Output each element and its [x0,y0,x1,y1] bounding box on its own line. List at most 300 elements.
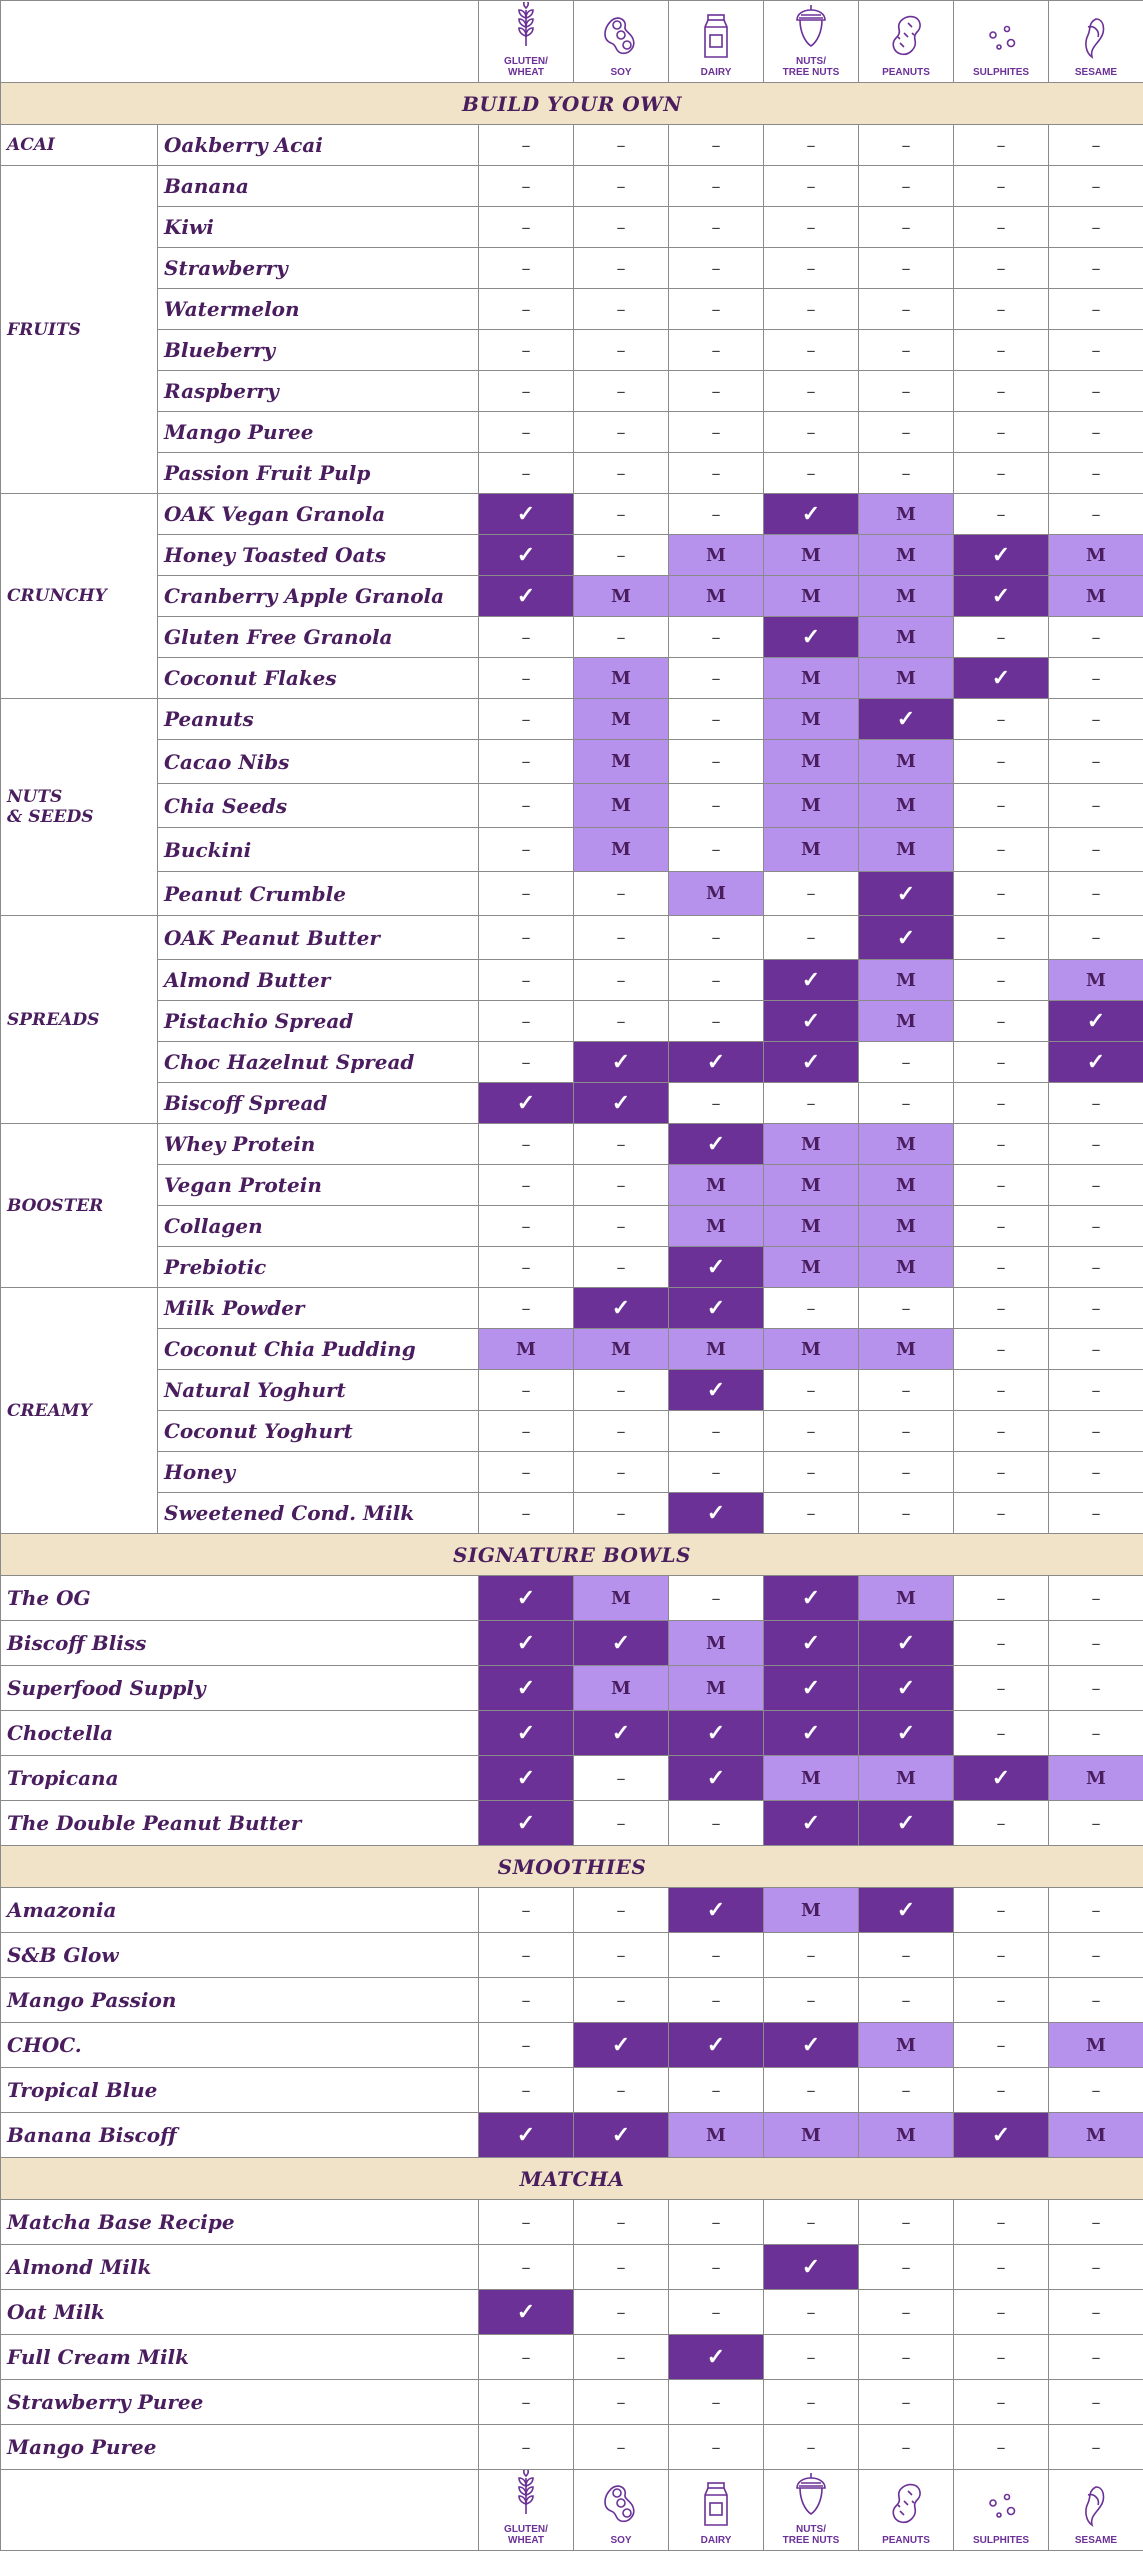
menu-item-name: Amazonia [1,1888,479,1933]
allergen-value-cell: – [669,1801,764,1846]
ingredient-name: Peanuts [158,699,479,740]
allergen-value-cell: M [764,1206,859,1247]
allergen-value-cell: – [1049,2245,1143,2290]
allergen-value-cell: M [574,740,669,784]
allergen-value-cell: – [954,2068,1049,2113]
allergen-value-cell: – [574,2290,669,2335]
allergen-value-cell: – [764,2068,859,2113]
allergen-value-cell: – [954,1666,1049,1711]
allergen-value-cell: M [764,1756,859,1801]
allergen-value-cell: M [669,2113,764,2158]
allergen-value-cell: – [859,2200,954,2245]
soybean-icon [601,13,641,63]
ingredient-name: Collagen [158,1206,479,1247]
ingredient-name: Peanut Crumble [158,872,479,916]
allergen-value-cell: ✓ [479,1621,574,1666]
ingredient-name: OAK Vegan Granola [158,494,479,535]
allergen-value-cell: – [1049,1370,1143,1411]
allergen-value-cell: – [479,125,574,166]
allergen-value-cell: M [764,1165,859,1206]
allergen-value-cell: – [669,828,764,872]
allergen-value-cell: – [574,2068,669,2113]
allergen-value-cell: ✓ [859,699,954,740]
allergen-label: SULPHITES [972,67,1030,78]
allergen-value-cell: – [1049,828,1143,872]
allergen-value-cell: M [764,1888,859,1933]
menu-item-row [1,1933,1143,1978]
allergen-header-box [669,13,763,78]
allergen-value-cell: – [479,1165,574,1206]
allergen-value-cell: – [1049,872,1143,916]
allergen-label: SESAME [1074,67,1118,78]
allergen-value-cell: ✓ [764,960,859,1001]
allergen-value-cell: – [1049,1978,1143,2023]
allergen-value-cell: – [859,1370,954,1411]
allergen-value-cell: – [479,2023,574,2068]
menu-item-name: Matcha Base Recipe [1,2200,479,2245]
ingredient-row [1,1247,1143,1288]
allergen-value-cell: – [479,330,574,371]
ingredient-row [1,576,1143,617]
ingredient-row [1,453,1143,494]
allergen-header [954,1,1049,83]
allergen-value-cell: ✓ [764,1576,859,1621]
bubbles-icon [981,2481,1021,2531]
ingredient-row [1,1452,1143,1493]
ingredient-name: Coconut Flakes [158,658,479,699]
allergen-value-cell: – [479,412,574,453]
allergen-header [764,2470,859,2551]
allergen-value-cell: – [954,248,1049,289]
allergen-value-cell: – [954,289,1049,330]
soybean-icon [601,2481,641,2531]
ingredient-row [1,412,1143,453]
allergen-value-cell: – [1049,2380,1143,2425]
allergen-value-cell: – [1049,125,1143,166]
allergen-value-cell: – [574,2245,669,2290]
allergen-value-cell: – [764,371,859,412]
ingredient-row [1,699,1143,740]
allergen-value-cell: – [574,371,669,412]
allergen-value-cell: M [859,740,954,784]
allergen-value-cell: ✓ [479,1711,574,1756]
ingredient-name: Kiwi [158,207,479,248]
allergen-label: SOY [610,2535,632,2546]
allergen-value-cell: – [764,1933,859,1978]
allergen-value-cell: – [859,453,954,494]
allergen-header-box [954,2481,1048,2546]
allergen-value-cell: – [1049,1933,1143,1978]
allergen-value-cell: – [954,916,1049,960]
ingredient-row [1,872,1143,916]
allergen-value-cell: ✓ [859,916,954,960]
allergen-value-cell: – [574,1001,669,1042]
allergen-value-cell: – [669,1452,764,1493]
wheat-icon [506,2,546,52]
allergen-value-cell: – [669,289,764,330]
ingredient-name: Raspberry [158,371,479,412]
allergen-value-cell: – [859,1083,954,1124]
allergen-value-cell: ✓ [764,1621,859,1666]
menu-item-name: S&B Glow [1,1933,479,1978]
category-label: CRUNCHY [1,494,158,699]
category-label: SPREADS [1,916,158,1124]
allergen-value-cell: – [479,1001,574,1042]
allergen-value-cell: – [954,784,1049,828]
allergen-header-box [764,2,858,78]
allergen-label: PEANUTS [882,67,930,78]
allergen-value-cell: – [954,1206,1049,1247]
allergen-value-cell: – [859,1493,954,1534]
allergen-value-cell: M [669,1206,764,1247]
allergen-value-cell: – [574,2380,669,2425]
menu-item-row [1,1576,1143,1621]
allergen-value-cell: ✓ [669,1042,764,1083]
section-header-row [1,1534,1143,1576]
allergen-value-cell: M [859,2113,954,2158]
allergen-value-cell: – [669,960,764,1001]
allergen-value-cell: M [859,1329,954,1370]
allergen-value-cell: M [669,1666,764,1711]
ingredient-name: Coconut Chia Pudding [158,1329,479,1370]
ingredient-name: Cranberry Apple Granola [158,576,479,617]
allergen-value-cell: – [574,1124,669,1165]
milk-carton-icon [696,2481,736,2531]
allergen-value-cell: ✓ [764,1042,859,1083]
allergen-value-cell: M [1049,2023,1143,2068]
allergen-value-cell: – [764,412,859,453]
allergen-value-cell: ✓ [669,1493,764,1534]
acorn-icon [791,2470,831,2520]
allergen-value-cell: – [954,1801,1049,1846]
allergen-value-cell: – [764,289,859,330]
allergen-value-cell: M [669,1329,764,1370]
allergen-value-cell: – [954,2023,1049,2068]
ingredient-row [1,1329,1143,1370]
allergen-value-cell: – [764,1978,859,2023]
allergen-value-cell: – [669,740,764,784]
allergen-value-cell: – [479,166,574,207]
allergen-value-cell: – [574,1165,669,1206]
allergen-value-cell: – [574,960,669,1001]
allergen-value-cell: ✓ [859,1621,954,1666]
allergen-header [954,2470,1049,2551]
ingredient-name: Prebiotic [158,1247,479,1288]
allergen-value-cell: – [669,371,764,412]
allergen-value-cell: ✓ [669,1370,764,1411]
allergen-label: NUTS/ TREE NUTS [782,2524,840,2546]
menu-item-name: CHOC. [1,2023,479,2068]
allergen-value-cell: – [479,1411,574,1452]
allergen-value-cell: – [764,125,859,166]
allergen-header [1049,1,1143,83]
allergen-value-cell: – [954,1888,1049,1933]
allergen-label: GLUTEN/ WHEAT [504,56,548,78]
category-label: FRUITS [1,166,158,494]
allergen-value-cell: – [669,2380,764,2425]
allergen-value-cell: – [1049,617,1143,658]
allergen-header-box [954,13,1048,78]
allergen-value-cell: – [669,1933,764,1978]
menu-item-row [1,2425,1143,2470]
allergen-value-cell: ✓ [669,1888,764,1933]
allergen-value-cell: – [479,699,574,740]
allergen-header-box [859,2481,953,2546]
section-title: SIGNATURE BOWLS [1,1534,1143,1576]
allergen-value-cell: – [859,412,954,453]
allergen-value-cell: – [669,1001,764,1042]
allergen-value-cell: M [574,699,669,740]
allergen-value-cell: – [479,1124,574,1165]
allergen-value-cell: M [764,658,859,699]
allergen-value-cell: – [954,1711,1049,1756]
ingredient-row [1,617,1143,658]
allergen-header [669,2470,764,2551]
allergen-value-cell: ✓ [669,1247,764,1288]
allergen-value-cell: – [764,1370,859,1411]
allergen-value-cell: – [669,916,764,960]
allergen-value-cell: ✓ [954,658,1049,699]
allergen-value-cell: – [1049,699,1143,740]
section-header-row [1,1846,1143,1888]
allergen-value-cell: – [1049,916,1143,960]
ingredient-row [1,1493,1143,1534]
allergen-value-cell: ✓ [479,2113,574,2158]
allergen-value-cell: – [669,412,764,453]
allergen-header [574,1,669,83]
allergen-value-cell: – [574,2425,669,2470]
allergen-value-cell: M [669,1165,764,1206]
allergen-value-cell: ✓ [954,535,1049,576]
ingredient-row [1,1288,1143,1329]
allergen-value-cell: – [954,412,1049,453]
allergen-value-cell: – [479,658,574,699]
allergen-value-cell: ✓ [764,1801,859,1846]
ingredient-name: Choc Hazelnut Spread [158,1042,479,1083]
allergen-value-cell: M [1049,960,1143,1001]
allergen-value-cell: – [574,453,669,494]
allergen-value-cell: – [954,1165,1049,1206]
allergen-value-cell: – [1049,658,1143,699]
allergen-value-cell: – [1049,1206,1143,1247]
allergen-header-box [479,2,573,78]
ingredient-name: Strawberry [158,248,479,289]
allergen-value-cell: – [1049,166,1143,207]
allergen-value-cell: – [479,784,574,828]
allergen-value-cell: – [859,248,954,289]
menu-item-row [1,1888,1143,1933]
allergen-value-cell: M [1049,576,1143,617]
allergen-value-cell: ✓ [479,1756,574,1801]
allergen-value-cell: – [669,1576,764,1621]
allergen-value-cell: M [764,2113,859,2158]
sesame-icon [1076,2481,1116,2531]
ingredient-name: Passion Fruit Pulp [158,453,479,494]
allergen-value-cell: ✓ [1049,1001,1143,1042]
allergen-label: PEANUTS [882,2535,930,2546]
allergen-value-cell: M [764,1247,859,1288]
allergen-header [764,1,859,83]
ingredient-name: Sweetened Cond. Milk [158,1493,479,1534]
allergen-value-cell: – [954,2290,1049,2335]
menu-item-row [1,2335,1143,2380]
allergen-value-cell: – [1049,1666,1143,1711]
allergen-value-cell: M [859,576,954,617]
ingredient-name: Banana [158,166,479,207]
allergen-value-cell: ✓ [479,576,574,617]
allergen-value-cell: M [574,784,669,828]
allergen-header [574,2470,669,2551]
allergen-value-cell: – [764,2380,859,2425]
allergen-value-cell: M [859,960,954,1001]
allergen-value-cell: ✓ [574,1621,669,1666]
allergen-value-cell: – [954,330,1049,371]
allergen-value-cell: – [859,2425,954,2470]
allergen-value-cell: – [574,289,669,330]
allergen-value-cell: – [669,125,764,166]
acorn-icon [791,2,831,52]
allergen-value-cell: – [954,1083,1049,1124]
menu-item-name: Mango Puree [1,2425,479,2470]
allergen-value-cell: ✓ [669,1288,764,1329]
sesame-icon [1076,13,1116,63]
allergen-value-cell: – [859,330,954,371]
ingredient-name: Gluten Free Granola [158,617,479,658]
category-label: CREAMY [1,1288,158,1534]
allergen-value-cell: – [859,125,954,166]
header-blank [1,1,479,83]
allergen-value-cell: – [1049,371,1143,412]
allergen-value-cell: – [574,1452,669,1493]
allergen-value-cell: ✓ [574,2113,669,2158]
menu-item-name: Mango Passion [1,1978,479,2023]
allergen-value-cell: – [859,1933,954,1978]
allergen-value-cell: – [479,1452,574,1493]
milk-carton-icon [696,13,736,63]
allergen-value-cell: – [954,1493,1049,1534]
category-label: ACAI [1,125,158,166]
allergen-value-cell: – [1049,1493,1143,1534]
ingredient-row [1,1411,1143,1452]
allergen-value-cell: ✓ [669,2335,764,2380]
ingredient-name: Mango Puree [158,412,479,453]
allergen-value-cell: – [954,1042,1049,1083]
allergen-value-cell: M [764,784,859,828]
category-label: NUTS & SEEDS [1,699,158,916]
allergen-value-cell: ✓ [669,1711,764,1756]
allergen-value-cell: – [479,740,574,784]
allergen-value-cell: ✓ [574,1288,669,1329]
allergen-value-cell: – [859,207,954,248]
allergen-value-cell: – [764,453,859,494]
allergen-header-box [764,2470,858,2546]
allergen-value-cell: M [764,1124,859,1165]
allergen-value-cell: – [1049,2425,1143,2470]
allergen-header [859,1,954,83]
ingredient-row [1,166,1143,207]
allergen-value-cell: – [859,2068,954,2113]
allergen-value-cell: M [1049,2113,1143,2158]
allergen-header-box [669,2481,763,2546]
allergen-value-cell: ✓ [479,535,574,576]
menu-item-name: Strawberry Puree [1,2380,479,2425]
allergen-value-cell: – [479,1493,574,1534]
allergen-value-cell: – [954,1576,1049,1621]
allergen-value-cell: – [669,2425,764,2470]
allergen-value-cell: – [479,2200,574,2245]
section-header-row [1,83,1143,125]
menu-item-row [1,1978,1143,2023]
category-label: BOOSTER [1,1124,158,1288]
allergen-value-cell: M [859,1576,954,1621]
allergen-value-cell: M [859,784,954,828]
allergen-value-cell: – [1049,1888,1143,1933]
peanut-icon [886,2481,926,2531]
menu-item-row [1,2200,1143,2245]
allergen-value-cell: – [859,2380,954,2425]
allergen-value-cell: – [764,1493,859,1534]
allergen-value-cell: – [764,2425,859,2470]
menu-item-name: The OG [1,1576,479,1621]
allergen-label: DAIRY [700,2535,732,2546]
section-title: SMOOTHIES [1,1846,1143,1888]
wheat-icon [506,2470,546,2520]
allergen-value-cell: – [479,2335,574,2380]
ingredient-row [1,1083,1143,1124]
allergen-value-cell: – [1049,1329,1143,1370]
allergen-value-cell: – [764,1083,859,1124]
allergen-value-cell: – [1049,289,1143,330]
allergen-value-cell: – [479,1042,574,1083]
peanut-icon [886,13,926,63]
allergen-value-cell: – [574,1978,669,2023]
top-allergen-header [1,1,1143,83]
allergen-value-cell: ✓ [764,2245,859,2290]
allergen-value-cell: – [1049,1288,1143,1329]
allergen-value-cell: – [954,872,1049,916]
ingredient-name: Milk Powder [158,1288,479,1329]
allergen-value-cell: – [1049,1452,1143,1493]
allergen-value-cell: – [479,1888,574,1933]
allergen-value-cell: – [954,1288,1049,1329]
allergen-value-cell: ✓ [479,494,574,535]
allergen-value-cell: – [479,1933,574,1978]
allergen-header-box [574,13,668,78]
ingredient-name: Honey [158,1452,479,1493]
allergen-value-cell: M [859,2023,954,2068]
allergen-value-cell: – [574,1206,669,1247]
allergen-value-cell: M [859,658,954,699]
menu-item-row [1,1666,1143,1711]
ingredient-name: Buckini [158,828,479,872]
allergen-value-cell: – [1049,2290,1143,2335]
menu-item-row [1,2023,1143,2068]
allergen-header-box [574,2481,668,2546]
allergen-value-cell: – [479,828,574,872]
allergen-value-cell: – [574,1247,669,1288]
allergen-value-cell: – [954,1329,1049,1370]
allergen-value-cell: – [954,125,1049,166]
allergen-value-cell: M [574,828,669,872]
ingredient-row [1,535,1143,576]
allergen-value-cell: – [1049,1247,1143,1288]
allergen-value-cell: – [479,453,574,494]
allergen-value-cell: – [669,2068,764,2113]
allergen-value-cell: – [669,207,764,248]
allergen-value-cell: – [764,916,859,960]
menu-item-name: Oat Milk [1,2290,479,2335]
allergen-label: SULPHITES [972,2535,1030,2546]
